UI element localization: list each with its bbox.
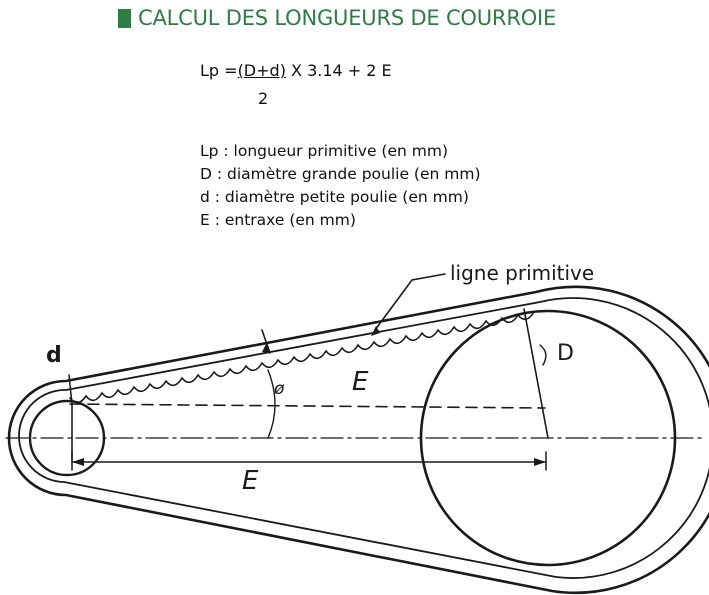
arrowhead-left	[72, 458, 84, 466]
definition-lp: Lp : longueur primitive (en mm)	[200, 142, 449, 160]
upper-dashed-line	[70, 404, 545, 408]
belt-teeth	[70, 312, 534, 403]
arrowhead-right	[534, 458, 546, 466]
large-pulley-label: D	[557, 341, 574, 366]
formula-rest: X 3.14 + 2 E	[285, 61, 392, 80]
upper-distance-label: E	[352, 367, 369, 397]
D-leader	[540, 345, 546, 365]
small-pulley-label: d	[46, 343, 62, 368]
lower-distance-label: E	[242, 466, 259, 496]
formula-denominator: 2	[258, 89, 269, 108]
large-radius-line	[524, 309, 548, 438]
callout-arrowhead	[371, 326, 380, 336]
definition-E: E : entraxe (en mm)	[200, 211, 356, 229]
angle-label: ø	[274, 379, 285, 399]
belt-outer	[9, 287, 709, 593]
title-text: CALCUL DES LONGUEURS DE COURROIE	[138, 6, 557, 30]
definition-d: d : diamètre petite poulie (en mm)	[200, 188, 469, 206]
formula-lhs: Lp =	[200, 61, 238, 80]
callout-label: ligne primitive	[450, 261, 595, 285]
formula-numerator: (D+d)	[237, 61, 286, 80]
definition-D: D : diamètre grande poulie (en mm)	[200, 165, 481, 183]
